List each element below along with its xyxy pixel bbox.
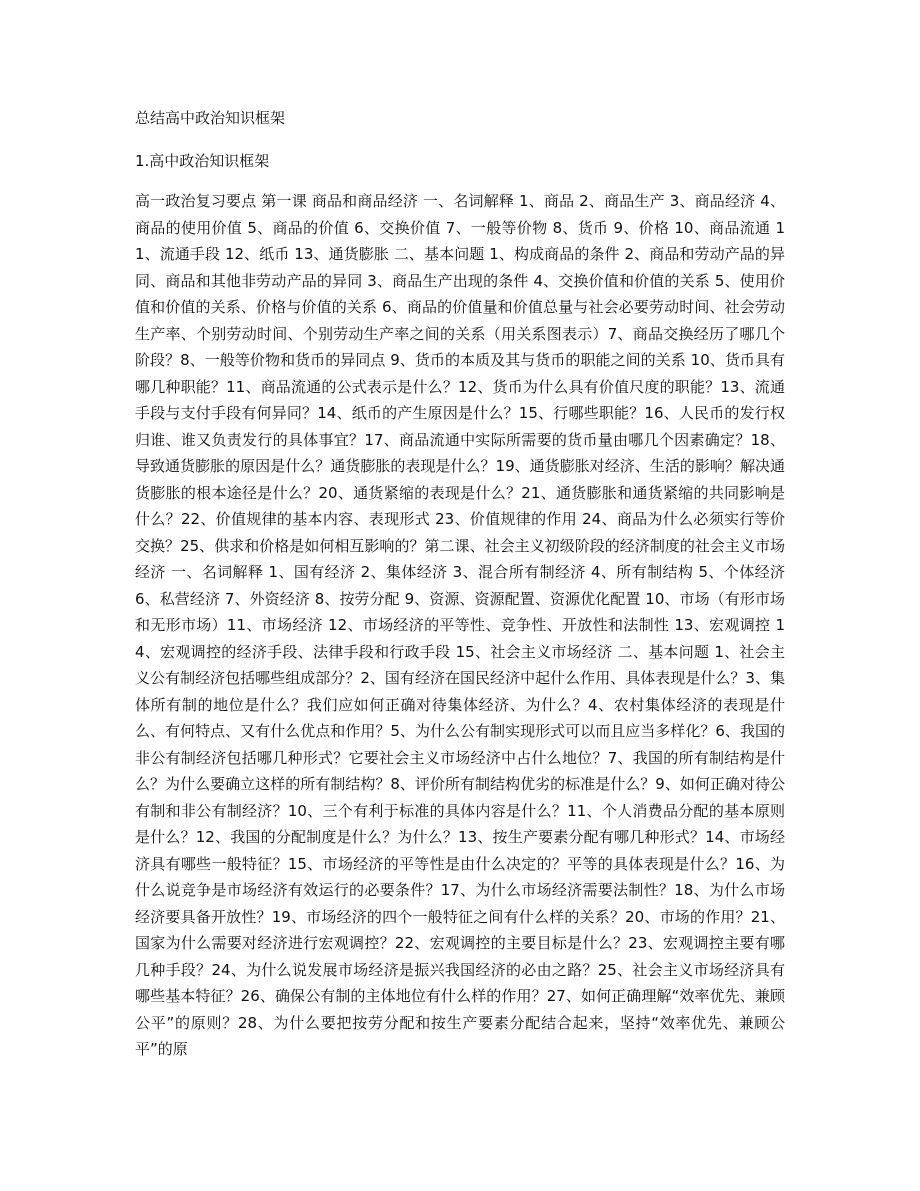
body-paragraph: 高一政治复习要点 第一课 商品和商品经济 一、名词解释 1、商品 2、商品生产 3、商品经济 4、商品的使用价值 5、商品的价值 6、交换价值 7、一般等价物 8、货币 9、价格 10、商品流通 11、流通手段 12、纸币 13、通货膨胀 二、基本问题 1、构成商品的条件 2、商品和劳动产品的异同、商品和其他非劳动产品的异同 3、商品生产出现的条件 4、交换价值和价值的关系 5、使用价值和价值的关系、价格与价值的关系 6、商品的价值量和价值总量与社会必要劳动时间、社会劳动生产率、个别劳动时间、个别劳动生产率之间的关系（用关系图表示）7、商品交换经历了哪几个阶段？8、一般等价物和货币的异同点 9、货币的本质及其与货币的职能之间的关系 10、货币具有哪几种职能？11、商品流通的公式表示是什么？12、货币为什么具有价值尺度的职能？13、流通手段与支付手段有何异同？14、纸币的产生原因是什么？15、行哪些职能？16、人民币的发行权归谁、谁又负责发行的具体事宜？17、商品流通中实际所需要的货币量由哪几个因素确定？18、导致通货膨胀的原因是什么？通货膨胀的表现是什么？19、通货膨胀对经济、生活的影响？解决通货膨胀的根本途径是什么？20、通货紧缩的表现是什么？21、通货膨胀和通货紧缩的共同影响是什么？22、价值规律的基本内容、表现形式 23、价值规律的作用 24、商品为什么必须实行等价交换？25、供求和价格是如何相互影响的？第二课、社会主义初级阶段的经济制度的社会主义市场经济 一、名词解释 1、国有经济 2、集体经济 3、混合所有制经济 4、所有制结构 5、个体经济 6、私营经济 7、外资经济 8、按劳分配 9、资源、资源配置、资源优化配置 10、市场（有形市场和无形市场）11、市场经济 12、市场经济的平等性、竞争性、开放性和法制性 13、宏观调控 14、宏观调控的经济手段、法律手段和行政手段 15、社会主义市场经济 二、基本问题 1、社会主义公有制经济包括哪些组成部分？2、国有经济在国民经济中起什么作用、具体表现是什么？3、集体所有制的地位是什么？我们应如何正确对待集体经济、为什么？4、农村集体经济的表现是什么、有何特点、又有什么优点和作用？5、为什么公有制实现形式可以而且应当多样化？6、我国的非公有制经济包括哪几种形式？它要社会主义市场经济中占什么地位？7、我国的所有制结构是什么？为什么要确立这样的所有制结构？8、评价所有制结构优劣的标准是什么？9、如何正确对待公有制和非公有制经济？10、三个有利于标准的具体内容是什么？11、个人消费品分配的基本原则是什么？12、我国的分配制度是什么？为什么？13、按生产要素分配有哪几种形式？14、市场经济具有哪些一般特征？15、市场经济的平等性是由什么决定的？平等的具体表现是什么？16、为什么说竞争是市场经济有效运行的必要条件？17、为什么市场经济需要法制性？18、为什么市场经济要具备开放性？19、市场经济的四个一般特征之间有什么样的关系？20、市场的作用？21、国家为什么需要对经济进行宏观调控？22、宏观调控的主要目标是什么？23、宏观调控主要有哪几种手段？24、为什么说发展市场经济是振兴我国经济的必由之路？25、社会主义市场经济具有哪些基本特征？26、确保公有制的主体地位有什么样的作用？27、如何正确理解“效率优先、兼顾公平”的原则？28、为什么要把按劳分配和按生产要素分配结合起来，坚持“效率优先、兼顾公平”的原 — [135, 192, 785, 1058]
section-heading: 1.高中政治知识框架 — [135, 152, 270, 170]
document-title: 总结高中政治知识框架 — [135, 109, 286, 127]
